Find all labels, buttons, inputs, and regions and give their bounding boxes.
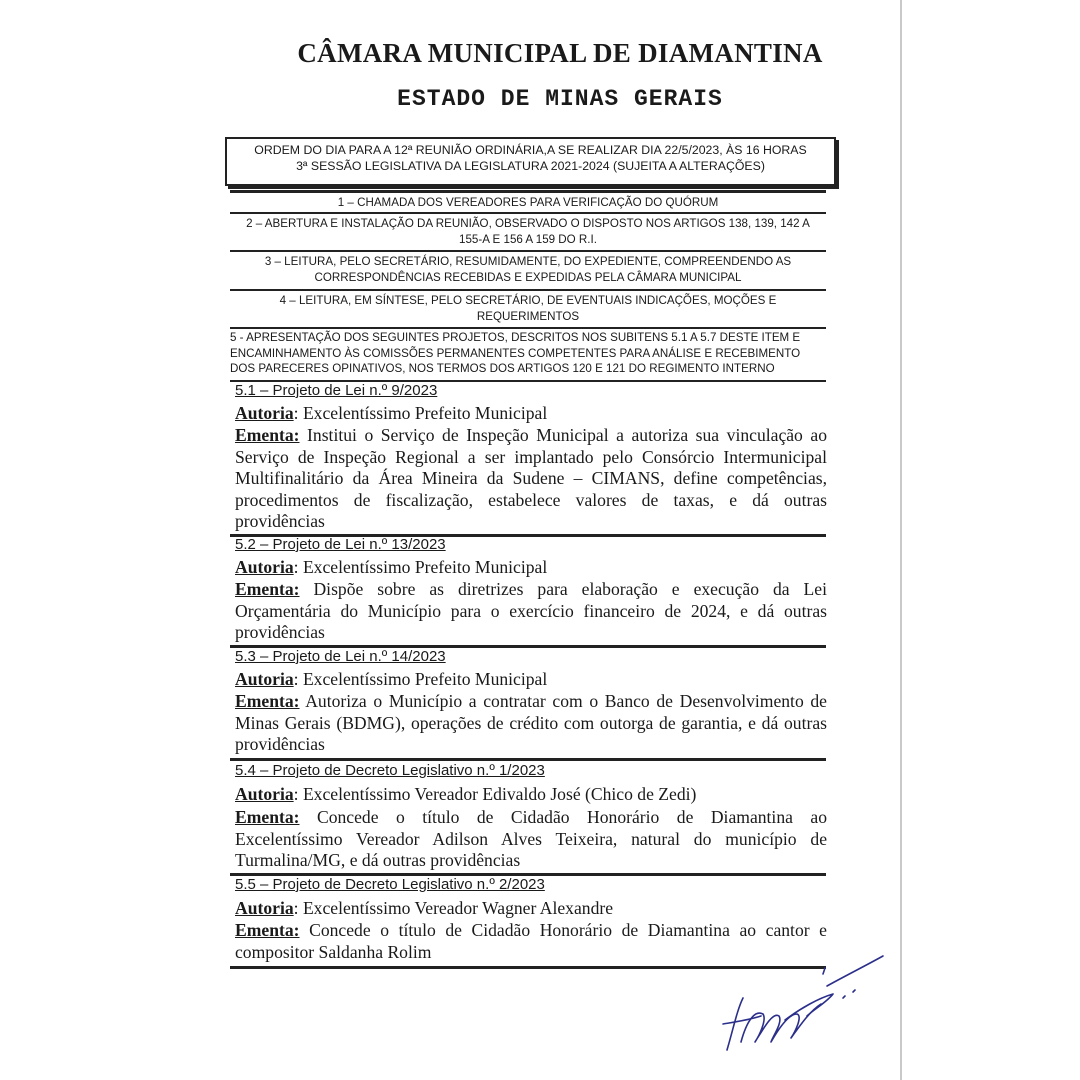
ementa-line: Concede o título de Cidadão Honorário de Diamantina ao <box>316 807 827 827</box>
autoria-value: Excelentíssimo Prefeito Municipal <box>302 669 548 689</box>
divider <box>230 250 826 252</box>
autoria-label: Autoria <box>235 784 294 804</box>
step-line: 1 – CHAMADA DOS VEREADORES PARA VERIFICAÇÃO DO QUÓRUM <box>337 196 719 209</box>
autoria-label: Autoria <box>235 557 294 577</box>
ementa-label: Ementa: <box>235 807 300 827</box>
autoria-label: Autoria <box>235 669 294 689</box>
ementa-line: Excelentíssimo Vereador Adilson Alves Teixeira, natural do município de <box>235 828 827 849</box>
agenda-step-1 <box>230 195 826 211</box>
divider <box>230 327 826 329</box>
ementa-line: providências <box>235 511 325 531</box>
project-autoria: Autoria: Excelentíssimo Prefeito Municipal <box>235 557 548 577</box>
document-subtitle: ESTADO DE MINAS GERAIS <box>397 86 723 112</box>
project-title: 5.3 – Projeto de Lei n.º 14/2023 <box>235 648 446 665</box>
ementa-line: Multifinalitário da Área Mineira da Sudene – CIMANS, define competências, <box>235 468 827 488</box>
ementa-line: Autoriza o Município a contratar com o Banco de Desenvolvimento de <box>305 691 827 711</box>
agenda-step-2 <box>230 216 826 247</box>
project-ementa <box>235 579 827 644</box>
divider <box>230 289 826 291</box>
page-edge <box>900 0 902 1080</box>
ementa-line: providências <box>235 622 325 642</box>
ementa-line: Turmalina/MG, e dá outras providências <box>235 850 521 870</box>
agenda-step-5 <box>230 330 826 377</box>
agenda-box <box>225 137 836 186</box>
autoria-value: Excelentíssimo Vereador Edivaldo José (Chico de Zedi) <box>302 784 697 804</box>
step-line: 155-A E 156 A 159 DO R.I. <box>459 232 597 246</box>
project-ementa <box>235 807 827 872</box>
agenda-line: ORDEM DO DIA PARA A 12ª REUNIÃO ORDINÁRIA,A SE REALIZAR DIA 22/5/2023, ÀS 16 HORAS <box>254 143 807 157</box>
ementa-label: Ementa: <box>235 425 300 445</box>
step-line: REQUERIMENTOS <box>476 309 580 323</box>
autoria-label: Autoria <box>235 403 294 423</box>
project-autoria: Autoria: Excelentíssimo Vereador Wagner Alexandre <box>235 898 614 918</box>
signature <box>715 950 885 1060</box>
divider <box>230 212 826 214</box>
ementa-line: Institui o Serviço de Inspeção Municipal a autoriza sua vinculação ao <box>307 425 827 445</box>
project-ementa <box>235 425 827 533</box>
project-title: 5.2 – Projeto de Lei n.º 13/2023 <box>235 536 446 553</box>
autoria-label: Autoria <box>235 898 294 918</box>
document-title: CÂMARA MUNICIPAL DE DIAMANTINA <box>297 38 823 68</box>
step-line: 2 – ABERTURA E INSTALAÇÃO DA REUNIÃO, OBSERVADO O DISPOSTO NOS ARTIGOS 138, 139, 142 A <box>246 217 810 230</box>
agenda-step-3 <box>230 254 826 285</box>
ementa-line: Concede o título de Cidadão Honorário de Diamantina ao cantor e <box>309 920 827 940</box>
project-title: 5.5 – Projeto de Decreto Legislativo n.º 2/2023 <box>235 876 545 893</box>
step-line: CORRESPONDÊNCIAS RECEBIDAS E EXPEDIDAS PELA CÂMARA MUNICIPAL <box>314 270 742 284</box>
project-title: 5.1 – Projeto de Lei n.º 9/2023 <box>235 382 438 399</box>
project-autoria: Autoria: Excelentíssimo Prefeito Municipal <box>235 403 548 423</box>
agenda-step-4 <box>230 293 826 324</box>
ementa-line: Minas Gerais (BDMG), operações de crédito com outorga de garantia, e dá outras <box>235 712 827 733</box>
project-autoria: Autoria: Excelentíssimo Vereador Edivaldo José (Chico de Zedi) <box>235 784 697 804</box>
step-line: ENCAMINHAMENTO ÀS COMISSÕES PERMANENTES COMPETENTES PARA ANÁLISE E RECEBIMENTO <box>230 346 801 360</box>
ementa-line: Dispõe sobre as diretrizes para elaboração e execução da Lei <box>313 579 827 599</box>
ementa-line: procedimentos de fiscalização, estabelece valores de taxas, e dá outras <box>235 489 827 510</box>
divider <box>230 190 826 193</box>
step-line: DOS PARECERES OPINATIVOS, NOS TERMOS DOS ARTIGOS 120 E 121 DO REGIMENTO INTERNO <box>230 362 775 375</box>
step-line: 4 – LEITURA, EM SÍNTESE, PELO SECRETÁRIO, DE EVENTUAIS INDICAÇÕES, MOÇÕES E <box>279 294 777 307</box>
ementa-label: Ementa: <box>235 579 300 599</box>
agenda-line: 3ª SESSÃO LEGISLATIVA DA LEGISLATURA 2021-2024 (SUJEITA A ALTERAÇÕES) <box>296 159 765 173</box>
autoria-value: Excelentíssimo Prefeito Municipal <box>302 403 548 423</box>
step-line: 3 – LEITURA, PELO SECRETÁRIO, RESUMIDAMENTE, DO EXPEDIENTE, COMPREENDENDO AS <box>264 255 792 268</box>
ementa-line: Serviço de Inspeção Regional a ser implantado pelo Consórcio Intermunicipal <box>235 446 827 467</box>
autoria-value: Excelentíssimo Prefeito Municipal <box>302 557 548 577</box>
project-autoria: Autoria: Excelentíssimo Prefeito Municipal <box>235 669 548 689</box>
ementa-line: providências <box>235 734 325 754</box>
ementa-label: Ementa: <box>235 691 300 711</box>
autoria-value: Excelentíssimo Vereador Wagner Alexandre <box>302 898 614 918</box>
ementa-label: Ementa: <box>235 920 300 940</box>
ementa-line: compositor Saldanha Rolim <box>235 941 432 962</box>
project-title: 5.4 – Projeto de Decreto Legislativo n.º 1/2023 <box>235 762 545 779</box>
ementa-line: Orçamentária do Município para o exercício financeiro de 2024, e dá outras <box>235 600 827 621</box>
divider <box>230 758 826 761</box>
step-line: 5 - APRESENTAÇÃO DOS SEGUINTES PROJETOS, DESCRITOS NOS SUBITENS 5.1 A 5.7 DESTE ITEM E <box>230 331 801 344</box>
project-ementa <box>235 691 827 756</box>
